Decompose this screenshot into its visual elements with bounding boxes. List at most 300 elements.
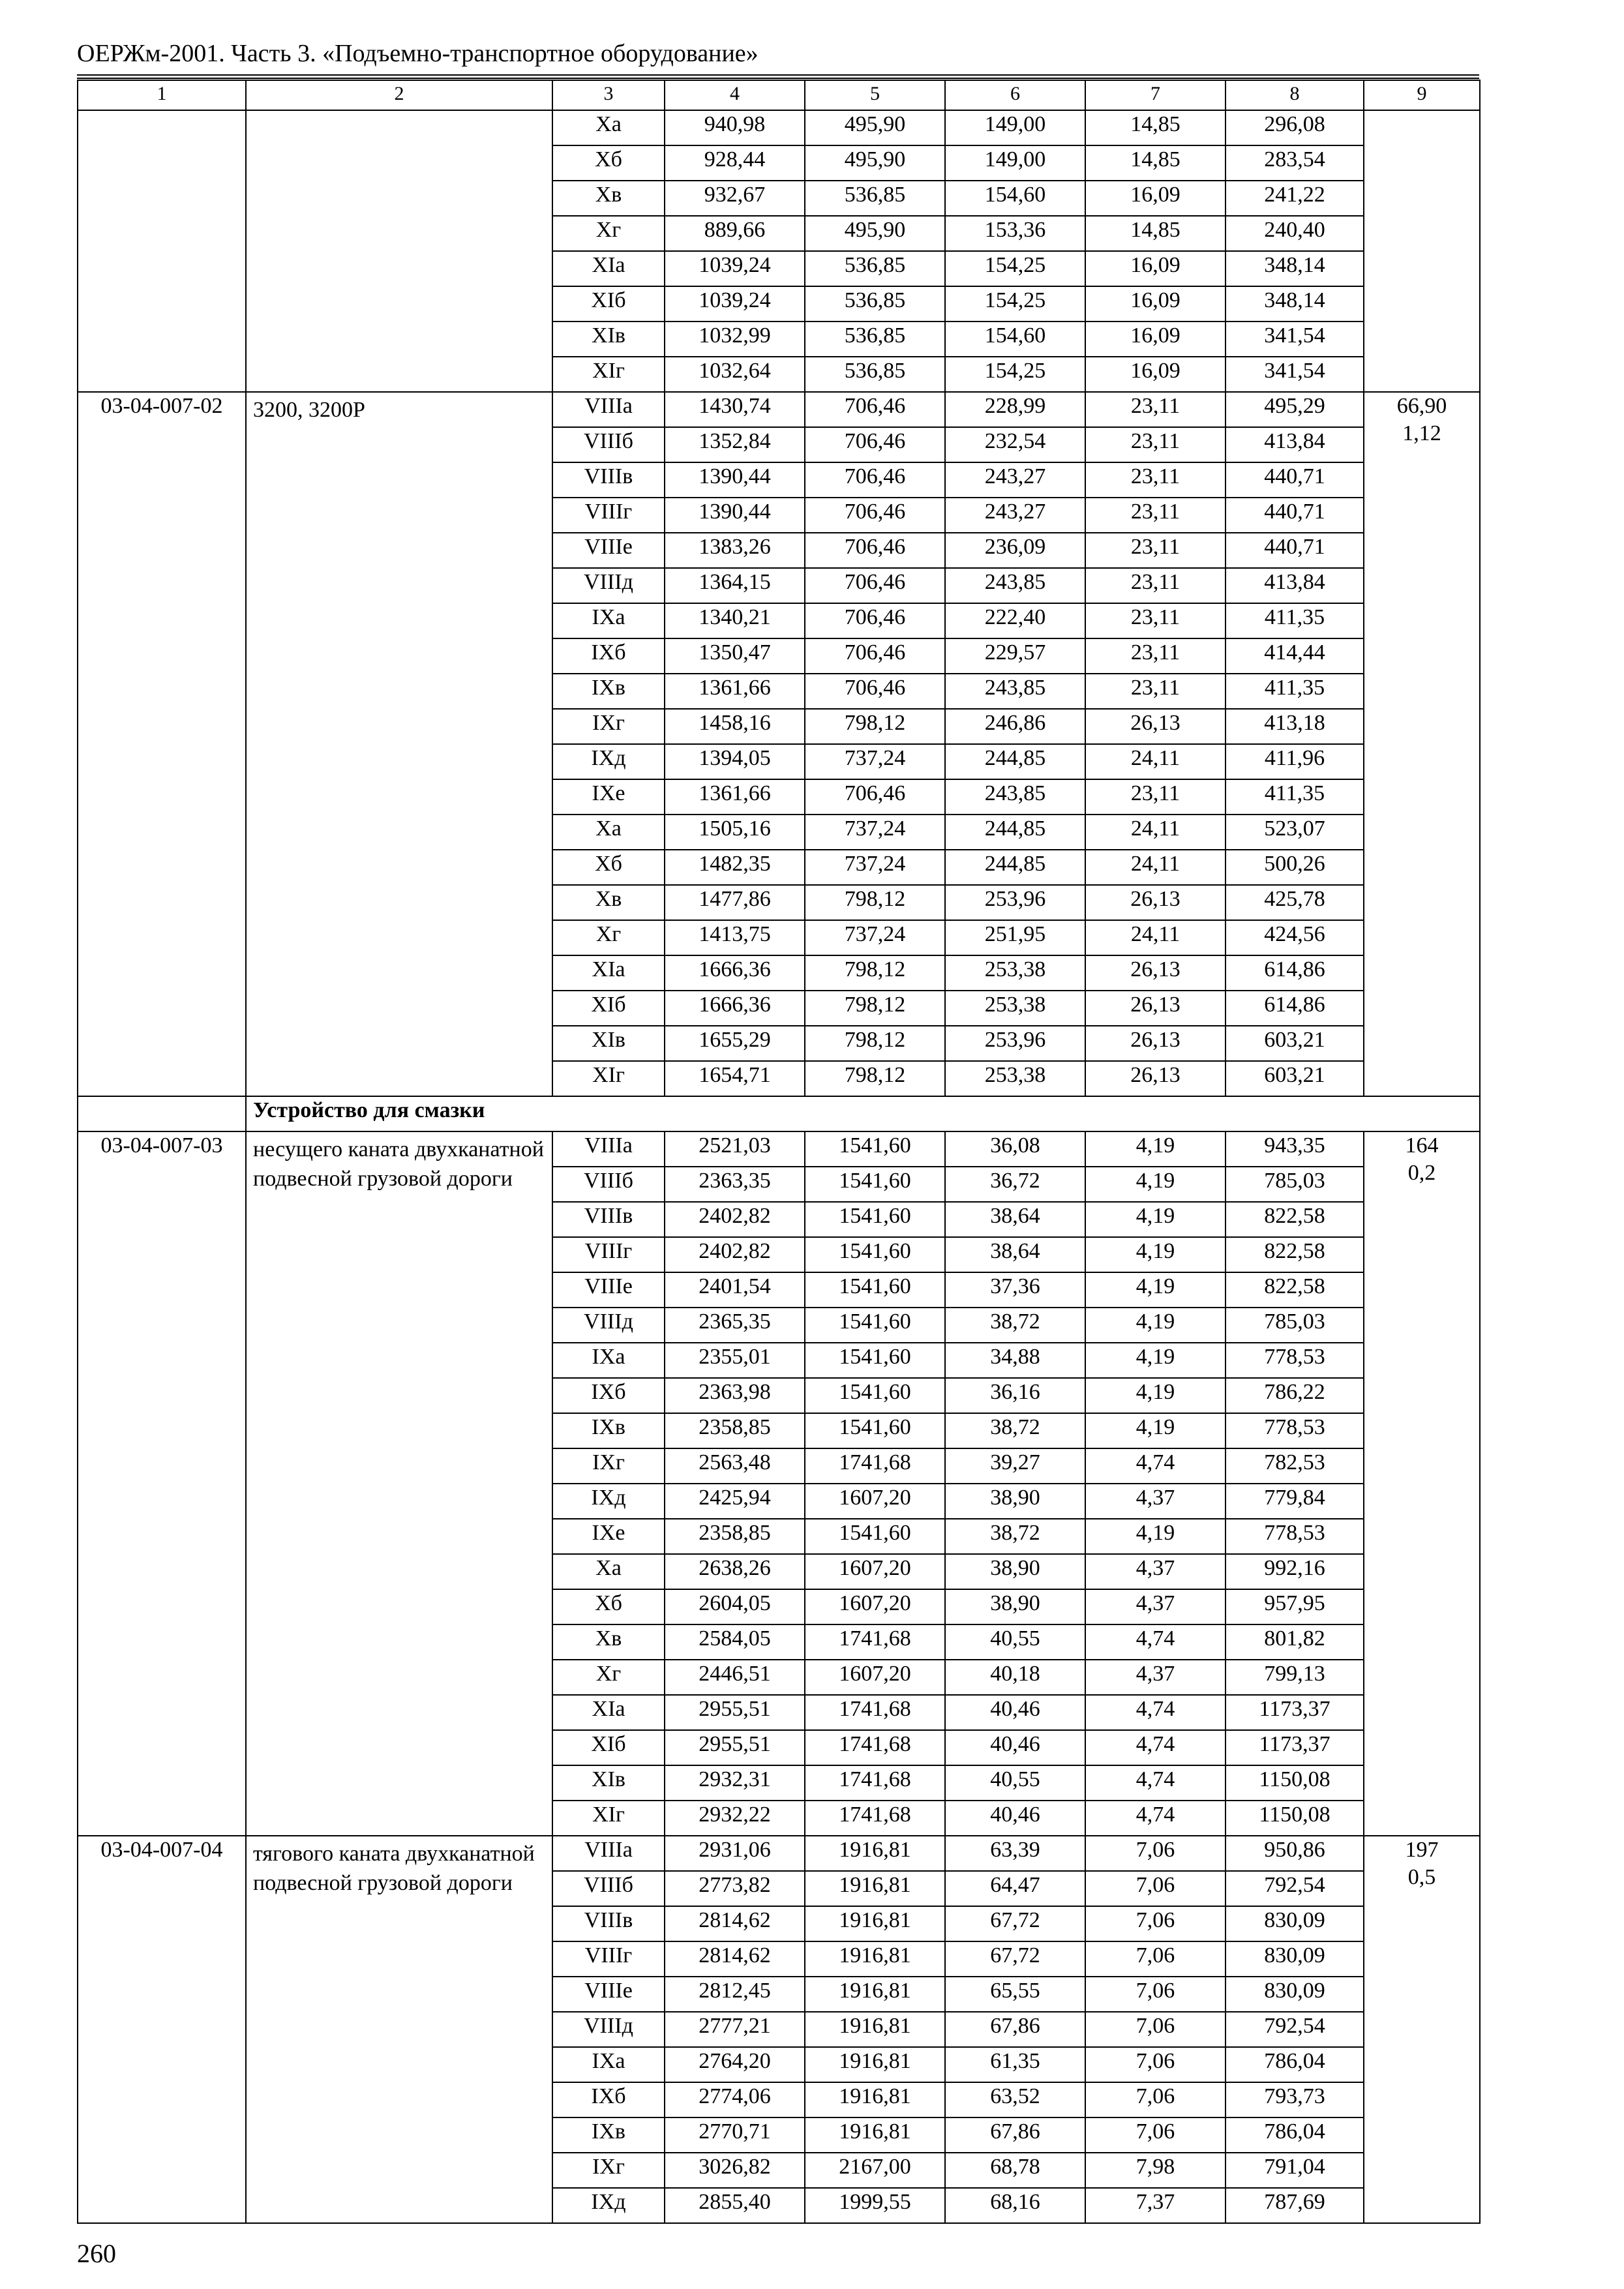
- value-cell: 1482,35: [665, 850, 805, 885]
- zone-cell: XIб: [552, 1730, 665, 1765]
- value-cell: 992,16: [1226, 1554, 1364, 1589]
- rate-name: тягового каната двухканатной подвесной грузовой дороги: [246, 1836, 552, 2223]
- value-cell: 23,11: [1085, 427, 1226, 462]
- value-cell: 2777,21: [665, 2012, 805, 2047]
- section-code-cell: [78, 1096, 246, 1131]
- value-cell: 4,19: [1085, 1131, 1226, 1167]
- value-cell: 791,04: [1226, 2153, 1364, 2188]
- value-cell: 799,13: [1226, 1660, 1364, 1695]
- value-cell: 1541,60: [805, 1378, 945, 1413]
- zone-cell: IXв: [552, 674, 665, 709]
- value-cell: 26,13: [1085, 955, 1226, 991]
- zone-cell: IXa: [552, 1343, 665, 1378]
- value-cell: 253,96: [945, 1026, 1085, 1061]
- zone-cell: XIг: [552, 357, 665, 392]
- value-cell: 149,00: [945, 110, 1085, 145]
- value-cell: 1541,60: [805, 1343, 945, 1378]
- value-cell: 7,06: [1085, 2012, 1226, 2047]
- value-cell: 706,46: [805, 638, 945, 674]
- zone-cell: VIIIд: [552, 568, 665, 603]
- value-cell: 4,37: [1085, 1660, 1226, 1695]
- value-cell: 246,86: [945, 709, 1085, 744]
- value-cell: 37,36: [945, 1272, 1085, 1308]
- value-cell: 706,46: [805, 498, 945, 533]
- value-cell: 1039,24: [665, 286, 805, 322]
- value-cell: 706,46: [805, 674, 945, 709]
- value-cell: 424,56: [1226, 920, 1364, 955]
- value-cell: 23,11: [1085, 603, 1226, 638]
- labor-cost-value: 164: [1405, 1133, 1439, 1158]
- value-cell: 2358,85: [665, 1413, 805, 1448]
- value-cell: 1361,66: [665, 779, 805, 815]
- zone-cell: VIIIe: [552, 1977, 665, 2012]
- value-cell: 2770,71: [665, 2117, 805, 2153]
- value-cell: 243,85: [945, 568, 1085, 603]
- value-cell: 2855,40: [665, 2188, 805, 2223]
- value-cell: 2521,03: [665, 1131, 805, 1167]
- value-cell: 536,85: [805, 322, 945, 357]
- value-cell: 7,06: [1085, 1836, 1226, 1871]
- value-cell: 2365,35: [665, 1308, 805, 1343]
- value-cell: 1655,29: [665, 1026, 805, 1061]
- rate-code: 03-04-007-04: [78, 1836, 246, 2223]
- value-cell: 1541,60: [805, 1237, 945, 1272]
- value-cell: 16,09: [1085, 357, 1226, 392]
- value-cell: 440,71: [1226, 462, 1364, 498]
- labor-grade-value: 0,5: [1407, 1865, 1436, 1889]
- value-cell: 4,74: [1085, 1624, 1226, 1660]
- value-cell: 2401,54: [665, 1272, 805, 1308]
- value-cell: 243,85: [945, 674, 1085, 709]
- value-cell: 2402,82: [665, 1237, 805, 1272]
- value-cell: 40,55: [945, 1765, 1085, 1801]
- value-cell: 500,26: [1226, 850, 1364, 885]
- zone-cell: Xa: [552, 815, 665, 850]
- zone-cell: VIIIa: [552, 1131, 665, 1167]
- zone-cell: IXa: [552, 603, 665, 638]
- value-cell: 737,24: [805, 744, 945, 779]
- value-cell: 706,46: [805, 462, 945, 498]
- value-cell: 341,54: [1226, 322, 1364, 357]
- value-cell: 38,64: [945, 1202, 1085, 1237]
- value-cell: 348,14: [1226, 286, 1364, 322]
- zone-cell: XIa: [552, 955, 665, 991]
- value-cell: 240,40: [1226, 216, 1364, 251]
- zone-cell: IXб: [552, 2082, 665, 2117]
- zone-cell: VIIIв: [552, 1202, 665, 1237]
- value-cell: 38,72: [945, 1413, 1085, 1448]
- value-cell: 38,90: [945, 1554, 1085, 1589]
- column-number: 3: [552, 80, 665, 110]
- value-cell: 1741,68: [805, 1730, 945, 1765]
- labor-cell: [1364, 392, 1480, 1096]
- value-cell: 1916,81: [805, 1941, 945, 1977]
- rate-name: несущего каната двухканатной подвесной грузовой дороги: [246, 1131, 552, 1836]
- zone-cell: IXд: [552, 2188, 665, 2223]
- labor-cost-value: 66,90: [1396, 394, 1447, 418]
- value-cell: 1390,44: [665, 498, 805, 533]
- value-cell: 1916,81: [805, 2012, 945, 2047]
- value-cell: 1741,68: [805, 1801, 945, 1836]
- zone-cell: VIIIг: [552, 1941, 665, 1977]
- value-cell: 4,74: [1085, 1765, 1226, 1801]
- value-cell: 2563,48: [665, 1448, 805, 1484]
- zone-cell: XIa: [552, 1695, 665, 1730]
- zone-cell: XIв: [552, 322, 665, 357]
- value-cell: 149,00: [945, 145, 1085, 181]
- value-cell: 798,12: [805, 955, 945, 991]
- zone-cell: VIIIa: [552, 1836, 665, 1871]
- section-title: Устройство для смазки: [246, 1096, 1480, 1131]
- value-cell: 26,13: [1085, 709, 1226, 744]
- value-cell: 14,85: [1085, 110, 1226, 145]
- header-divider: [77, 74, 1479, 79]
- value-cell: 65,55: [945, 1977, 1085, 2012]
- value-cell: 38,90: [945, 1484, 1085, 1519]
- value-cell: 4,19: [1085, 1272, 1226, 1308]
- value-cell: 348,14: [1226, 251, 1364, 286]
- value-cell: 36,16: [945, 1378, 1085, 1413]
- value-cell: 244,85: [945, 744, 1085, 779]
- value-cell: 495,90: [805, 145, 945, 181]
- value-cell: 798,12: [805, 1061, 945, 1096]
- value-cell: 792,54: [1226, 2012, 1364, 2047]
- value-cell: 1340,21: [665, 603, 805, 638]
- value-cell: 1383,26: [665, 533, 805, 568]
- value-cell: 2812,45: [665, 1977, 805, 2012]
- value-cell: 440,71: [1226, 498, 1364, 533]
- value-cell: 7,98: [1085, 2153, 1226, 2188]
- value-cell: 4,19: [1085, 1202, 1226, 1237]
- value-cell: 440,71: [1226, 533, 1364, 568]
- value-cell: 2773,82: [665, 1871, 805, 1906]
- value-cell: 536,85: [805, 251, 945, 286]
- value-cell: 822,58: [1226, 1272, 1364, 1308]
- value-cell: 778,53: [1226, 1413, 1364, 1448]
- value-cell: 889,66: [665, 216, 805, 251]
- value-cell: 943,35: [1226, 1131, 1364, 1167]
- page-title: ОЕРЖм-2001. Часть 3. «Подъемно-транспортное оборудование»: [77, 40, 759, 67]
- value-cell: 536,85: [805, 357, 945, 392]
- value-cell: 38,72: [945, 1308, 1085, 1343]
- value-cell: 2932,31: [665, 1765, 805, 1801]
- value-cell: 244,85: [945, 815, 1085, 850]
- value-cell: 1039,24: [665, 251, 805, 286]
- value-cell: 706,46: [805, 392, 945, 427]
- value-cell: 957,95: [1226, 1589, 1364, 1624]
- value-cell: 40,46: [945, 1801, 1085, 1836]
- column-number: 5: [805, 80, 945, 110]
- value-cell: 778,53: [1226, 1343, 1364, 1378]
- value-cell: 786,04: [1226, 2117, 1364, 2153]
- value-cell: 413,18: [1226, 709, 1364, 744]
- zone-cell: VIIIд: [552, 1308, 665, 1343]
- value-cell: 40,46: [945, 1695, 1085, 1730]
- value-cell: 1173,37: [1226, 1730, 1364, 1765]
- value-cell: 241,22: [1226, 181, 1364, 216]
- value-cell: 154,60: [945, 181, 1085, 216]
- value-cell: 830,09: [1226, 1941, 1364, 1977]
- value-cell: 1394,05: [665, 744, 805, 779]
- value-cell: 253,38: [945, 955, 1085, 991]
- value-cell: 7,06: [1085, 1871, 1226, 1906]
- value-cell: 253,38: [945, 1061, 1085, 1096]
- value-cell: 1741,68: [805, 1695, 945, 1730]
- value-cell: 1666,36: [665, 955, 805, 991]
- value-cell: 283,54: [1226, 145, 1364, 181]
- value-cell: 792,54: [1226, 1871, 1364, 1906]
- column-number: 8: [1226, 80, 1364, 110]
- value-cell: 614,86: [1226, 955, 1364, 991]
- rate-name: [246, 110, 552, 392]
- value-cell: 706,46: [805, 779, 945, 815]
- value-cell: 1741,68: [805, 1765, 945, 1801]
- zone-cell: IXг: [552, 709, 665, 744]
- value-cell: 495,90: [805, 216, 945, 251]
- zone-cell: Xг: [552, 1660, 665, 1695]
- value-cell: 154,25: [945, 357, 1085, 392]
- value-cell: 7,06: [1085, 2047, 1226, 2082]
- value-cell: 23,11: [1085, 674, 1226, 709]
- value-cell: 23,11: [1085, 392, 1226, 427]
- value-cell: 4,19: [1085, 1519, 1226, 1554]
- zone-cell: IXe: [552, 1519, 665, 1554]
- zone-cell: Xв: [552, 1624, 665, 1660]
- value-cell: 1390,44: [665, 462, 805, 498]
- value-cell: 4,19: [1085, 1308, 1226, 1343]
- value-cell: 154,25: [945, 286, 1085, 322]
- value-cell: 154,25: [945, 251, 1085, 286]
- value-cell: 24,11: [1085, 815, 1226, 850]
- value-cell: 1741,68: [805, 1624, 945, 1660]
- zone-cell: XIб: [552, 286, 665, 322]
- value-cell: 2355,01: [665, 1343, 805, 1378]
- zone-cell: Xa: [552, 110, 665, 145]
- value-cell: 822,58: [1226, 1237, 1364, 1272]
- zone-cell: VIIIд: [552, 2012, 665, 2047]
- labor-cell: [1364, 1836, 1480, 2223]
- value-cell: 1430,74: [665, 392, 805, 427]
- value-cell: 1505,16: [665, 815, 805, 850]
- value-cell: 229,57: [945, 638, 1085, 674]
- zone-cell: XIв: [552, 1765, 665, 1801]
- value-cell: 603,21: [1226, 1061, 1364, 1096]
- value-cell: 40,18: [945, 1660, 1085, 1695]
- value-cell: 2604,05: [665, 1589, 805, 1624]
- value-cell: 1364,15: [665, 568, 805, 603]
- value-cell: 232,54: [945, 427, 1085, 462]
- value-cell: 1916,81: [805, 2117, 945, 2153]
- zone-cell: VIIIб: [552, 427, 665, 462]
- value-cell: 706,46: [805, 568, 945, 603]
- value-cell: 523,07: [1226, 815, 1364, 850]
- value-cell: 26,13: [1085, 885, 1226, 920]
- value-cell: 1541,60: [805, 1272, 945, 1308]
- value-cell: 1541,60: [805, 1413, 945, 1448]
- value-cell: 1541,60: [805, 1167, 945, 1202]
- labor-cost-value: 197: [1405, 1838, 1439, 1862]
- labor-grade-value: 1,12: [1402, 421, 1441, 445]
- value-cell: 2638,26: [665, 1554, 805, 1589]
- value-cell: 1541,60: [805, 1131, 945, 1167]
- value-cell: 14,85: [1085, 216, 1226, 251]
- rate-code: [78, 110, 246, 392]
- value-cell: 603,21: [1226, 1026, 1364, 1061]
- value-cell: 4,19: [1085, 1378, 1226, 1413]
- value-cell: 495,90: [805, 110, 945, 145]
- value-cell: 23,11: [1085, 462, 1226, 498]
- value-cell: 614,86: [1226, 991, 1364, 1026]
- zone-cell: VIIIг: [552, 1237, 665, 1272]
- page-number: 260: [77, 2239, 116, 2268]
- value-cell: 1352,84: [665, 427, 805, 462]
- value-cell: 38,72: [945, 1519, 1085, 1554]
- section-header-row: [78, 1096, 1480, 1131]
- zone-cell: XIв: [552, 1026, 665, 1061]
- column-number: 2: [246, 80, 552, 110]
- value-cell: 1541,60: [805, 1202, 945, 1237]
- value-cell: 1150,08: [1226, 1801, 1364, 1836]
- zone-cell: Xв: [552, 181, 665, 216]
- column-number: 6: [945, 80, 1085, 110]
- zone-cell: Xб: [552, 1589, 665, 1624]
- value-cell: 34,88: [945, 1343, 1085, 1378]
- value-cell: 2584,05: [665, 1624, 805, 1660]
- labor-cell: [1364, 110, 1480, 392]
- zone-cell: VIIIe: [552, 533, 665, 568]
- value-cell: 414,44: [1226, 638, 1364, 674]
- value-cell: 932,67: [665, 181, 805, 216]
- value-cell: 1607,20: [805, 1589, 945, 1624]
- zone-cell: IXa: [552, 2047, 665, 2082]
- value-cell: 1173,37: [1226, 1695, 1364, 1730]
- value-cell: 425,78: [1226, 885, 1364, 920]
- zone-cell: XIг: [552, 1061, 665, 1096]
- value-cell: 3026,82: [665, 2153, 805, 2188]
- table-body: [78, 80, 1480, 2223]
- value-cell: 536,85: [805, 286, 945, 322]
- value-cell: 782,53: [1226, 1448, 1364, 1484]
- value-cell: 411,35: [1226, 603, 1364, 638]
- rate-code: 03-04-007-03: [78, 1131, 246, 1836]
- value-cell: 2446,51: [665, 1660, 805, 1695]
- value-cell: 786,22: [1226, 1378, 1364, 1413]
- zone-cell: XIб: [552, 991, 665, 1026]
- value-cell: 7,06: [1085, 2082, 1226, 2117]
- value-cell: 536,85: [805, 181, 945, 216]
- value-cell: 253,96: [945, 885, 1085, 920]
- zone-cell: VIIIa: [552, 392, 665, 427]
- labor-cell: [1364, 1131, 1480, 1836]
- value-cell: 785,03: [1226, 1167, 1364, 1202]
- value-cell: 251,95: [945, 920, 1085, 955]
- value-cell: 798,12: [805, 991, 945, 1026]
- value-cell: 2774,06: [665, 2082, 805, 2117]
- value-cell: 64,47: [945, 1871, 1085, 1906]
- value-cell: 1666,36: [665, 991, 805, 1026]
- value-cell: 706,46: [805, 533, 945, 568]
- rate-code: 03-04-007-02: [78, 392, 246, 1096]
- value-cell: 737,24: [805, 850, 945, 885]
- value-cell: 296,08: [1226, 110, 1364, 145]
- value-cell: 413,84: [1226, 427, 1364, 462]
- value-cell: 1350,47: [665, 638, 805, 674]
- value-cell: 1916,81: [805, 1836, 945, 1871]
- value-cell: 2425,94: [665, 1484, 805, 1519]
- value-cell: 68,16: [945, 2188, 1085, 2223]
- value-cell: 23,11: [1085, 568, 1226, 603]
- value-cell: 706,46: [805, 603, 945, 638]
- column-number: 9: [1364, 80, 1480, 110]
- value-cell: 61,35: [945, 2047, 1085, 2082]
- value-cell: 7,06: [1085, 1977, 1226, 2012]
- value-cell: 16,09: [1085, 181, 1226, 216]
- value-cell: 26,13: [1085, 991, 1226, 1026]
- value-cell: 411,35: [1226, 779, 1364, 815]
- value-cell: 1150,08: [1226, 1765, 1364, 1801]
- value-cell: 2931,06: [665, 1836, 805, 1871]
- value-cell: 40,46: [945, 1730, 1085, 1765]
- value-cell: 706,46: [805, 427, 945, 462]
- value-cell: 4,37: [1085, 1589, 1226, 1624]
- zone-cell: VIIIб: [552, 1871, 665, 1906]
- value-cell: 2358,85: [665, 1519, 805, 1554]
- value-cell: 4,19: [1085, 1413, 1226, 1448]
- value-cell: 2363,98: [665, 1378, 805, 1413]
- value-cell: 1607,20: [805, 1660, 945, 1695]
- zone-cell: IXв: [552, 2117, 665, 2153]
- value-cell: 7,37: [1085, 2188, 1226, 2223]
- value-cell: 2955,51: [665, 1695, 805, 1730]
- zone-cell: IXд: [552, 1484, 665, 1519]
- value-cell: 411,96: [1226, 744, 1364, 779]
- value-cell: 2814,62: [665, 1941, 805, 1977]
- column-number: 1: [78, 80, 246, 110]
- value-cell: 928,44: [665, 145, 805, 181]
- value-cell: 737,24: [805, 815, 945, 850]
- value-cell: 495,29: [1226, 392, 1364, 427]
- value-cell: 36,08: [945, 1131, 1085, 1167]
- value-cell: 787,69: [1226, 2188, 1364, 2223]
- zone-cell: XIa: [552, 251, 665, 286]
- value-cell: 798,12: [805, 885, 945, 920]
- labor-grade-value: 0,2: [1407, 1161, 1436, 1185]
- value-cell: 63,39: [945, 1836, 1085, 1871]
- value-cell: 16,09: [1085, 322, 1226, 357]
- value-cell: 40,55: [945, 1624, 1085, 1660]
- value-cell: 16,09: [1085, 286, 1226, 322]
- zone-cell: VIIIб: [552, 1167, 665, 1202]
- value-cell: 801,82: [1226, 1624, 1364, 1660]
- value-cell: 4,74: [1085, 1448, 1226, 1484]
- value-cell: 1541,60: [805, 1308, 945, 1343]
- value-cell: 2363,35: [665, 1167, 805, 1202]
- value-cell: 1916,81: [805, 1871, 945, 1906]
- value-cell: 4,74: [1085, 1801, 1226, 1836]
- column-number-row: [78, 80, 1480, 110]
- value-cell: 7,06: [1085, 1906, 1226, 1941]
- zone-cell: Xг: [552, 216, 665, 251]
- value-cell: 14,85: [1085, 145, 1226, 181]
- zone-cell: Xг: [552, 920, 665, 955]
- value-cell: 4,37: [1085, 1484, 1226, 1519]
- value-cell: 2764,20: [665, 2047, 805, 2082]
- zone-cell: VIIIв: [552, 1906, 665, 1941]
- value-cell: 67,72: [945, 1941, 1085, 1977]
- value-cell: 24,11: [1085, 744, 1226, 779]
- value-cell: 940,98: [665, 110, 805, 145]
- value-cell: 4,19: [1085, 1237, 1226, 1272]
